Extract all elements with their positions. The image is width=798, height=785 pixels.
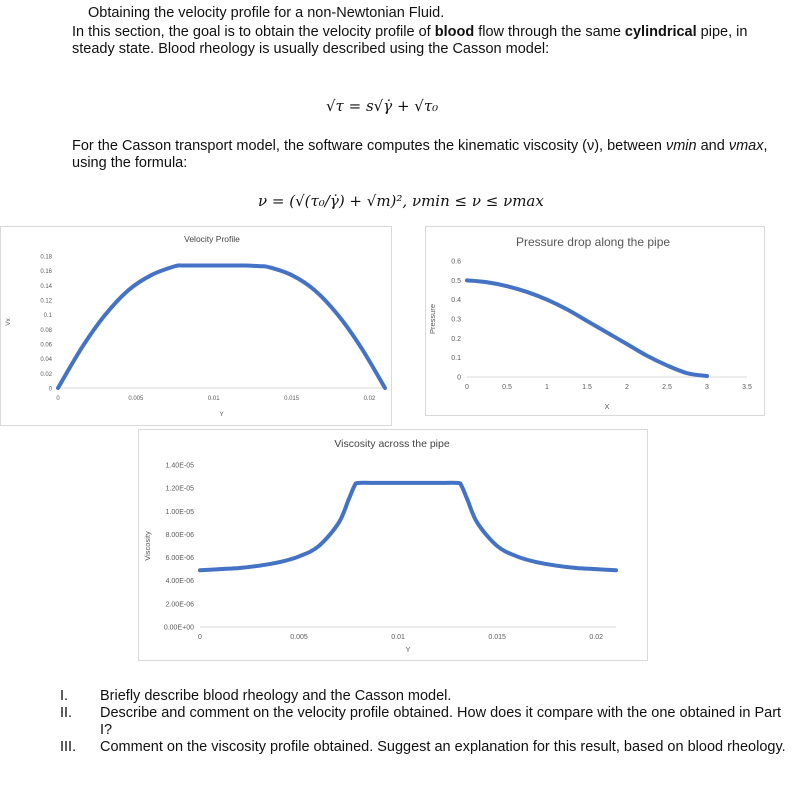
y-tick-label: 0.3 — [451, 316, 461, 324]
x-tick-label: 0.5 — [502, 384, 512, 391]
vmin-symbol: νmin — [665, 138, 697, 154]
viscosity-paragraph — [72, 138, 772, 172]
y-tick-label: 4.00E-06 — [165, 578, 194, 586]
y-tick-label: 6.00E-06 — [165, 555, 194, 563]
chart-title: Viscosity across the pipe — [334, 438, 450, 450]
y-tick-label: 8.00E-06 — [165, 531, 194, 539]
y-tick-label: 2.00E-06 — [165, 601, 194, 609]
para2-text-3: , using the formula: — [72, 138, 768, 171]
x-tick-label: 2.5 — [662, 384, 672, 391]
x-tick-label: 0 — [465, 384, 469, 391]
y-tick-label: 0.02 — [40, 371, 52, 378]
x-tick-label: 1.5 — [582, 384, 592, 391]
y-tick-label: 0 — [457, 374, 461, 382]
y-tick-label: 0.4 — [451, 297, 461, 305]
question-list — [60, 688, 790, 756]
question-2 — [60, 705, 790, 739]
x-axis-label: Y — [405, 645, 411, 654]
y-tick-label: 0.18 — [40, 254, 52, 261]
x-tick-label: 0.01 — [391, 634, 405, 641]
pressure-drop-chart — [425, 226, 765, 416]
y-tick-label: 0.5 — [451, 277, 461, 285]
x-tick-label: 0.015 — [284, 396, 300, 402]
intro-bold-blood: blood — [434, 24, 475, 40]
chart-title: Pressure drop along the pipe — [515, 235, 671, 249]
y-tick-label: 0.1 — [451, 355, 461, 363]
x-tick-label: 0.005 — [290, 634, 308, 641]
question-1-number: I. — [60, 688, 69, 704]
y-tick-label: 1.00E-05 — [165, 508, 194, 516]
y-tick-label: 0.2 — [451, 335, 461, 343]
section-heading: Obtaining the velocity profile for a non-Newtonian Fluid. — [88, 5, 445, 21]
para2-text-2: and — [696, 138, 729, 154]
intro-text-3: pipe, in steady state. Blood rheology is usually described using the Casson model: — [72, 24, 748, 57]
x-tick-label: 0.005 — [128, 396, 144, 402]
x-tick-label: 1 — [545, 384, 549, 391]
x-tick-label: 3.5 — [742, 384, 752, 391]
y-tick-label: 0.14 — [40, 283, 52, 290]
y-tick-label: 1.40E-05 — [165, 462, 194, 470]
x-axis-label: X — [604, 402, 610, 411]
question-3-text: Comment on the viscosity profile obtained. Suggest an explanation for this result, based on blood rheology. — [100, 739, 786, 755]
question-1-text: Briefly describe blood rheology and the Casson model. — [100, 688, 452, 704]
y-axis-label: Viscosity — [143, 531, 152, 561]
para2-text-1: For the Casson transport model, the software computes the kinematic viscosity (ν), between — [72, 138, 666, 154]
y-tick-label: 1.20E-05 — [165, 485, 194, 493]
viscosity-formula: ν = (√(τ₀/γ̇) + √m)², νmin ≤ ν ≤ νmax — [258, 192, 544, 210]
x-tick-label: 0.015 — [488, 634, 506, 641]
x-tick-label: 0.01 — [207, 396, 220, 402]
x-tick-label: 3 — [705, 384, 709, 391]
y-axis-label: Vx — [5, 318, 12, 326]
x-tick-label: 0 — [198, 634, 202, 641]
x-tick-label: 0 — [56, 396, 60, 402]
y-tick-label: 0.04 — [40, 357, 52, 364]
question-1 — [60, 688, 790, 705]
x-axis-label: Y — [219, 411, 224, 418]
casson-formula: √τ = s√γ̇ + √τ₀ — [326, 97, 439, 115]
chart-title: Velocity Profile — [184, 234, 240, 244]
velocity-profile-chart — [0, 226, 392, 426]
intro-paragraph — [72, 24, 772, 58]
y-tick-label: 0.6 — [451, 258, 461, 266]
viscosity-chart — [138, 429, 648, 661]
question-3 — [60, 739, 790, 756]
x-tick-label: 0.02 — [589, 634, 604, 641]
x-tick-label: 2 — [625, 384, 629, 391]
intro-text-1: In this section, the goal is to obtain the velocity profile of — [72, 24, 435, 40]
y-tick-label: 0.12 — [40, 298, 52, 305]
y-tick-label: 0.08 — [40, 327, 52, 334]
y-tick-label: 0.16 — [40, 269, 52, 276]
y-tick-label: 0.06 — [40, 342, 52, 349]
question-2-text: Describe and comment on the velocity profile obtained. How does it compare with the one obtained in Part I? — [100, 705, 782, 738]
y-tick-label: 0 — [48, 386, 52, 393]
x-tick-label: 0.02 — [363, 396, 376, 402]
y-tick-label: 0.1 — [43, 313, 52, 320]
intro-bold-cylindrical: cylindrical — [624, 24, 697, 40]
intro-text-2: flow through the same — [474, 24, 625, 40]
question-2-number: II. — [60, 705, 73, 721]
y-axis-label: Pressure — [428, 303, 437, 335]
vmax-symbol: νmax — [728, 138, 764, 154]
y-tick-label: 0.00E+00 — [163, 624, 194, 632]
question-3-number: III. — [60, 739, 77, 755]
